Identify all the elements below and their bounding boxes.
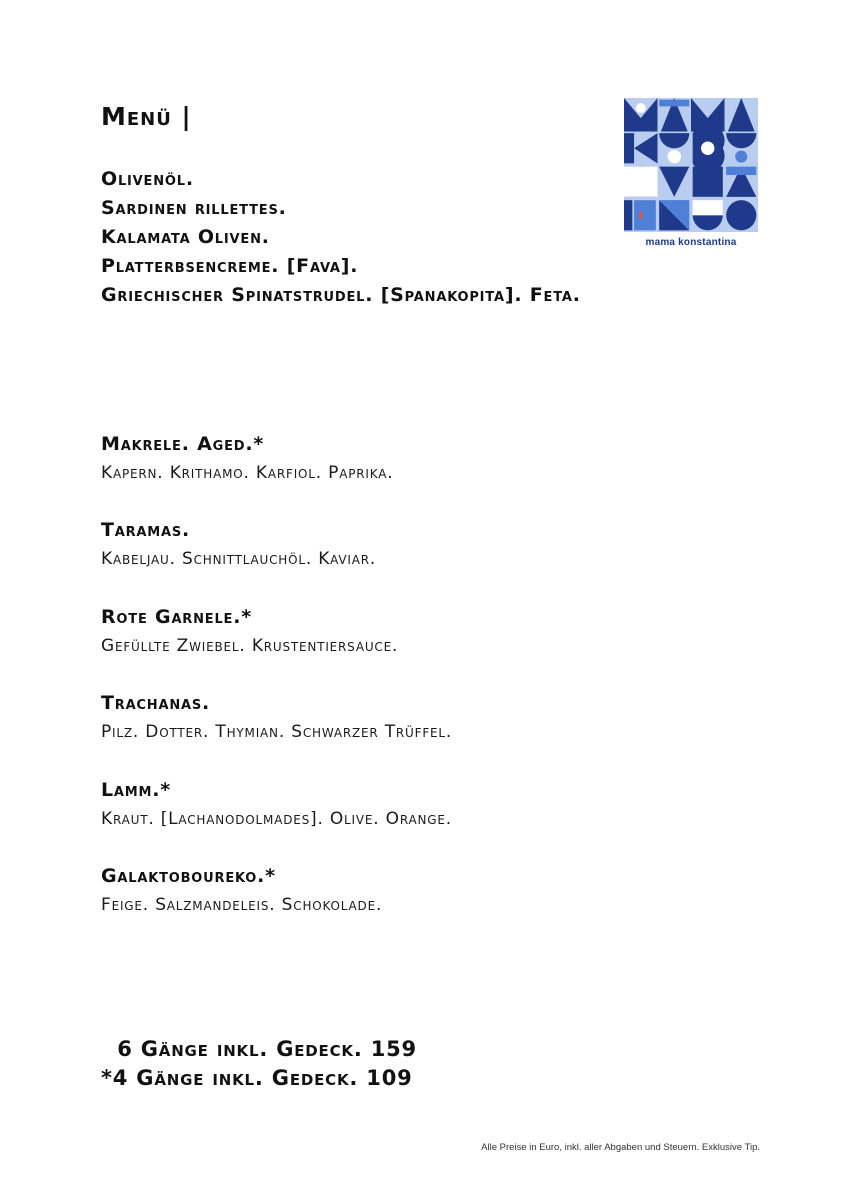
menu-title: Menü | (101, 102, 192, 131)
starter-item: Kalamata Oliven. (101, 226, 270, 248)
course-name: Taramas. (101, 519, 191, 542)
course-list (101, 430, 452, 948)
course-item (101, 603, 452, 689)
course-description: Kraut. [Lachanodolmades]. Olive. Orange. (101, 808, 452, 829)
course-description: Feige. Salzmandeleis. Schokolade. (101, 894, 383, 915)
price-block (101, 1035, 417, 1093)
price-6-courses: 6 Gänge inkl. Gedeck. 159 (101, 1037, 417, 1061)
starter-item: Sardinen rillettes. (101, 197, 287, 219)
course-description: Kapern. Krithamo. Karfiol. Paprika. (101, 463, 394, 483)
starter-item: Platterbsencreme. [Fava]. (101, 255, 359, 277)
course-name: Makrele. Aged.* (101, 433, 265, 455)
price-footnote: Alle Preise in Euro, inkl. aller Abgaben und Steuern. Exklusive Tip. (481, 1142, 760, 1153)
course-item (101, 430, 452, 516)
course-description: Kabeljau. Schnittlauchöl. Kaviar. (101, 549, 377, 570)
price-4-courses: *4 Gänge inkl. Gedeck. 109 (101, 1066, 413, 1090)
course-name: Lamm.* (101, 778, 171, 801)
restaurant-logo (624, 98, 758, 248)
starter-list (101, 165, 581, 310)
logo-caption: mama konstantina (645, 237, 737, 248)
course-item (101, 516, 452, 602)
course-item (101, 862, 452, 948)
course-description: Pilz. Dotter. Thymian. Schwarzer Trüffel. (101, 722, 453, 743)
course-name: Rote Garnele.* (101, 605, 252, 628)
logo-pattern-icon (624, 98, 758, 232)
course-name: Galaktoboureko.* (101, 864, 276, 887)
course-item (101, 776, 452, 862)
course-name: Trachanas. (101, 692, 211, 715)
course-item (101, 689, 452, 775)
starter-item: Griechischer Spinatstrudel. [Spanakopita]. Feta. (101, 284, 581, 306)
course-description: Gefüllte Zwiebel. Krustentiersauce. (101, 635, 399, 656)
starter-item: Olivenöl. (101, 168, 194, 190)
